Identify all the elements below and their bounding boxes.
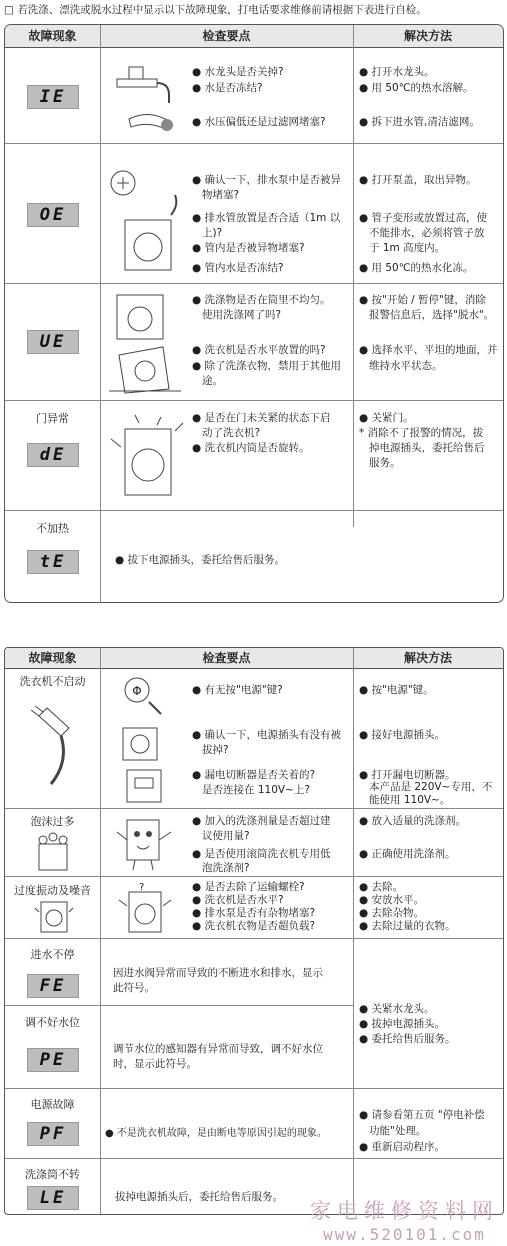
watermark-title: 家电维修资料网: [310, 1199, 499, 1223]
check-item: 调节水位的感知器有异常而导致，调不好水位: [113, 1043, 323, 1055]
divider: [5, 143, 503, 144]
header-solution: 解决方法: [403, 651, 452, 665]
check-item: ● 漏电切断器是否关着的?: [192, 769, 316, 781]
solution-item: ● 去除杂物。: [359, 907, 424, 919]
error-code-display: PE: [27, 1048, 79, 1072]
divider: [5, 938, 503, 939]
check-item: 动了洗衣机?: [202, 427, 261, 439]
solution-item: ● 管子变形或放置过高，使: [359, 212, 487, 224]
divider: [353, 25, 354, 527]
solution-item: ● 关紧水龙头。: [359, 1003, 435, 1015]
check-item: 是否连接在 110V~上?: [202, 784, 310, 796]
faucet-illustration: [109, 59, 179, 139]
error-code-display: UE: [27, 330, 79, 354]
header-solution: 解决方法: [403, 29, 452, 43]
solution-item: ● 去除过量的衣物。: [359, 920, 456, 932]
solution-item: 维持水平状态。: [369, 360, 443, 372]
check-item: ● 管内是否被异物堵塞?: [192, 242, 305, 254]
check-item: 使用洗涤网了吗?: [202, 309, 282, 321]
divider: [5, 1005, 353, 1006]
detergent-illustration: [113, 812, 177, 872]
foam-illustration: [31, 830, 75, 874]
solution-item: 于 1m 高度内。: [369, 242, 446, 254]
breaker-illustration: [123, 768, 169, 804]
divider: [5, 808, 503, 809]
solution-item: ● 打开漏电切断器。: [359, 769, 456, 781]
fault-label: 电源故障: [30, 1098, 75, 1111]
check-item: ● 拔下电源插头，委托给售后服务。: [115, 554, 285, 566]
solution-item: ● 正确使用洗涤剂。: [359, 848, 456, 860]
divider: [5, 283, 503, 284]
vibration-illustration: [33, 898, 75, 936]
check-item: ● 排水泵是否有杂物堵塞?: [192, 907, 316, 919]
check-item: 上)?: [202, 227, 223, 239]
table-header: [5, 25, 503, 48]
divider: [5, 876, 503, 877]
fault-table-bottom: [4, 647, 504, 1215]
solution-item: 能使用 110V~。: [369, 794, 451, 806]
error-code-display: dE: [27, 443, 79, 467]
divider: [5, 1088, 503, 1089]
header-check: 检查要点: [202, 651, 251, 665]
header-fault: 故障现象: [28, 29, 77, 43]
power-button-illustration: [115, 674, 175, 718]
error-code-display: LE: [27, 1186, 79, 1210]
check-item: 泡洗涤剂?: [202, 862, 250, 874]
solution-item: ● 打开泵盖，取出异物。: [359, 174, 477, 186]
solution-item: ● 接好电源插头。: [359, 729, 445, 741]
check-item: ● 不是洗衣机故障，是由断电等原因引起的现象。: [105, 1128, 327, 1139]
error-code-display: OE: [27, 203, 79, 227]
drain-pump-illustration: [105, 165, 185, 275]
check-item: ● 加入的洗涤剂量是否超过建: [192, 815, 331, 827]
check-item: ● 水压偏低还是过滤网堵塞?: [192, 116, 326, 128]
check-item: ● 水是否冻结?: [192, 82, 263, 94]
check-item: ● 洗衣机是否水平放置的吗?: [192, 344, 326, 356]
fault-label: 洗衣机不启动: [19, 675, 86, 688]
check-item: ● 洗衣机是否水平?: [192, 894, 284, 906]
divider: [100, 25, 101, 602]
solution-item: ● 用 50℃的热水溶解。: [359, 82, 474, 94]
watermark: [310, 1195, 499, 1244]
check-item: ● 除了洗涤衣物，禁用于其他用: [192, 360, 341, 372]
error-code-display: tE: [27, 550, 79, 574]
check-item: 时，显示此符号。: [113, 1058, 197, 1070]
check-item: 物堵塞?: [202, 189, 240, 201]
solution-item: * 消除不了报警的情况，拔: [359, 427, 484, 439]
check-item: 途。: [202, 375, 223, 387]
fault-label: 门异常: [36, 412, 69, 425]
check-item: ● 有无按"电源"键?: [192, 684, 283, 696]
fault-table-top: [4, 24, 504, 603]
socket-illustration: [119, 724, 169, 764]
check-item: ● 是否在门未关紧的状态下启: [192, 412, 331, 424]
table-header: [5, 648, 503, 669]
error-code-display: FE: [27, 974, 79, 998]
solution-item: ● 拔掉电源插头。: [359, 1018, 445, 1030]
solution-item: ● 去除。: [359, 881, 403, 893]
solution-item: ● 选择水平、平坦的地面，并: [359, 344, 498, 356]
solution-item: ● 拆下进水管,清洁滤网。: [359, 116, 480, 128]
check-item: ● 洗衣机衣物是否超负载?: [192, 920, 316, 932]
check-item: ● 水龙头是否关掉?: [192, 66, 284, 78]
check-item: 拔掉?: [202, 744, 229, 756]
solution-item: 本产品是 220V~专用，不: [369, 781, 493, 793]
divider: [353, 648, 354, 1214]
fault-label: 不加热: [36, 522, 69, 535]
svg-text:?: ?: [139, 882, 145, 893]
solution-item: ● 放入适量的洗涤剂。: [359, 815, 466, 827]
solution-item: 报警信息后，选择"脱水"。: [369, 309, 495, 321]
solution-item: ● 打开水龙头。: [359, 66, 435, 78]
fault-label: 泡沫过多: [30, 815, 75, 828]
intro-text: □ 若洗涤、漂洗或脱水过程中显示以下故障现象，打电话要求维修前请根据下表进行自检。: [4, 4, 427, 16]
power-plug-illustration: [17, 702, 87, 792]
divider: [100, 648, 101, 1214]
solution-item: ● 按"电源"键。: [359, 684, 434, 696]
header-check: 检查要点: [202, 29, 251, 43]
solution-item: 不能排水，必须将管子放: [369, 227, 485, 239]
divider: [5, 1158, 503, 1159]
solution-item: 功能"处理。: [369, 1125, 427, 1137]
check-item: ● 是否去除了运输螺栓?: [192, 881, 305, 893]
header-fault: 故障现象: [28, 651, 77, 665]
solution-item: ● 安放水平。: [359, 894, 424, 906]
check-item: ● 管内水是否冻结?: [192, 262, 284, 274]
svg-text:Φ: Φ: [132, 684, 142, 698]
check-item: 拔掉电源插头后，委托给售后服务。: [115, 1191, 283, 1203]
solution-item: ● 按"开始 / 暂停"键，消除: [359, 294, 486, 306]
solution-item: 掉电源插头，委托给售后: [369, 442, 485, 454]
fault-label: 调不好水位: [25, 1016, 80, 1029]
check-item: 议使用量?: [202, 830, 250, 842]
solution-item: ● 用 50℃的热水化冻。: [359, 262, 474, 274]
fault-label: 过度振动及噪音: [14, 884, 91, 897]
solution-item: ● 委托给售后服务。: [359, 1033, 456, 1045]
divider: [5, 400, 503, 401]
solution-item: ● 重新启动程序。: [359, 1141, 445, 1153]
error-code-display: IE: [27, 85, 79, 109]
check-item: 因进水阀异常而导致的不断进水和排水，显示: [113, 967, 323, 979]
noise-illustration: [113, 880, 179, 936]
door-illustration: [105, 409, 185, 501]
solution-item: ● 关紧门。: [359, 412, 414, 424]
fault-label: 进水不停: [30, 948, 75, 961]
check-item: ● 洗衣机内筒是否旋转。: [192, 442, 310, 454]
watermark-url: www.520101.com: [323, 1225, 486, 1244]
unbalanced-load-illustration: [105, 291, 185, 395]
divider: [5, 510, 503, 511]
solution-item: 服务。: [369, 457, 401, 469]
check-item: ● 确认一下，电源插头有没有被: [192, 729, 341, 741]
error-code-display: PF: [27, 1122, 79, 1146]
check-item: ● 是否使用滚筒洗衣机专用低: [192, 848, 331, 860]
fault-label: 洗涤筒不转: [25, 1168, 80, 1181]
check-item: ● 确认一下，排水泵中是否被异: [192, 174, 341, 186]
check-item: 此符号。: [113, 982, 155, 994]
check-item: ● 排水管放置是否合适（1m 以: [192, 212, 341, 224]
solution-item: ● 请参看第五页 "停电补偿: [359, 1109, 485, 1121]
check-item: ● 洗涤物是否在筒里不均匀。: [192, 294, 331, 306]
